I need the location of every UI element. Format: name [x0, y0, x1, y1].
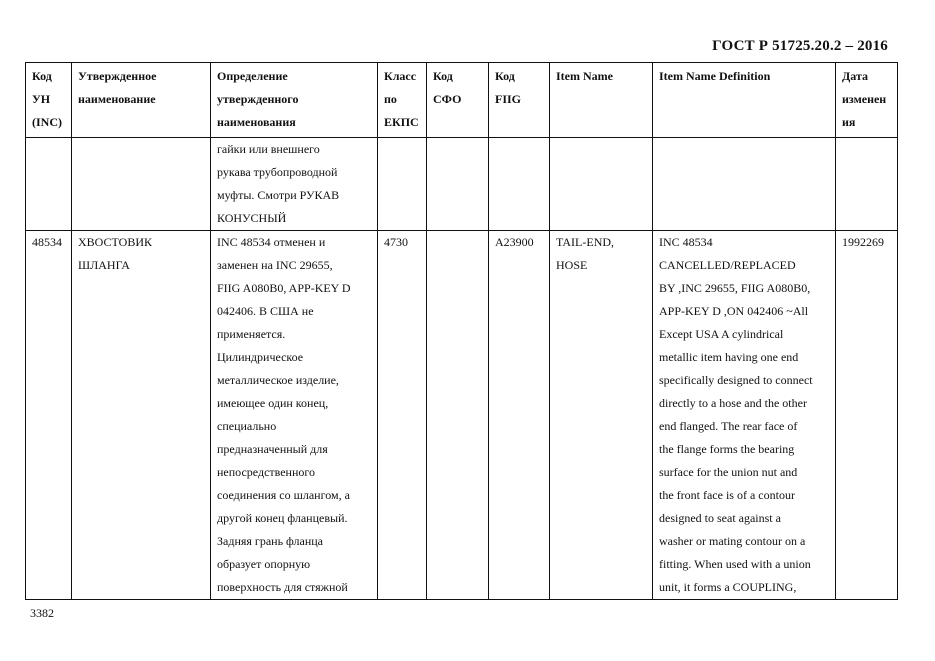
classification-table	[25, 62, 898, 600]
header-change-date: Дата изменен ия	[836, 63, 898, 138]
cell-item-name	[550, 138, 653, 231]
header-name-definition: Определение утвержденного наименования	[211, 63, 378, 138]
cell-class: 4730	[378, 231, 427, 600]
cell-sfo-code	[427, 138, 489, 231]
table-row	[26, 231, 898, 600]
cell-approved-name: ХВОСТОВИК ШЛАНГА	[72, 231, 211, 600]
header-inc-code: Код УН (INC)	[26, 63, 72, 138]
cell-change-date	[836, 138, 898, 231]
header-sfo-code: Код СФО	[427, 63, 489, 138]
header-approved-name: Утвержденное наименование	[72, 63, 211, 138]
cell-item-name-definition: INC 48534 CANCELLED/REPLACED BY ,INC 29655, FIIG A080B0, APP-KEY D ,ON 042406 ~All Except USA A cylindrical metallic item having one end specifically designed to connect directly to a hose and the other end flanged. The rear face of the flange forms the bearing surface for the union nut and the front face is of a contour designed to seat against a washer or mating contour on a fitting. When used with a union unit, it forms a COUPLING,	[653, 231, 836, 600]
page-number: 3382	[30, 606, 54, 620]
cell-name-definition: гайки или внешнего рукава трубопроводной муфты. Смотри РУКАВ КОНУСНЫЙ	[211, 138, 378, 231]
cell-sfo-code	[427, 231, 489, 600]
cell-item-name-definition	[653, 138, 836, 231]
header-class: Класс по ЕКПС	[378, 63, 427, 138]
cell-fiig-code: A23900	[489, 231, 550, 600]
table-header-row	[26, 63, 898, 138]
cell-approved-name	[72, 138, 211, 231]
cell-class	[378, 138, 427, 231]
header-item-name-definition: Item Name Definition	[653, 63, 836, 138]
document-standard-number: ГОСТ Р 51725.20.2 – 2016	[712, 38, 888, 54]
header-fiig-code: Код FIIG	[489, 63, 550, 138]
cell-inc-code	[26, 138, 72, 231]
cell-item-name: TAIL-END, HOSE	[550, 231, 653, 600]
header-item-name: Item Name	[550, 63, 653, 138]
table-row-continuation	[26, 138, 898, 231]
cell-fiig-code	[489, 138, 550, 231]
cell-inc-code: 48534	[26, 231, 72, 600]
cell-name-definition: INC 48534 отменен и заменен на INC 29655, FIIG A080B0, APP-KEY D 042406. В США не применяется. Цилиндрическое металлическое изделие, имеющее один конец, специально предназначенный для непосредственного соединения со шлангом, а другой конец фланцевый. Задняя грань фланца образует опорную поверхность для стяжной	[211, 231, 378, 600]
cell-change-date: 1992269	[836, 231, 898, 600]
